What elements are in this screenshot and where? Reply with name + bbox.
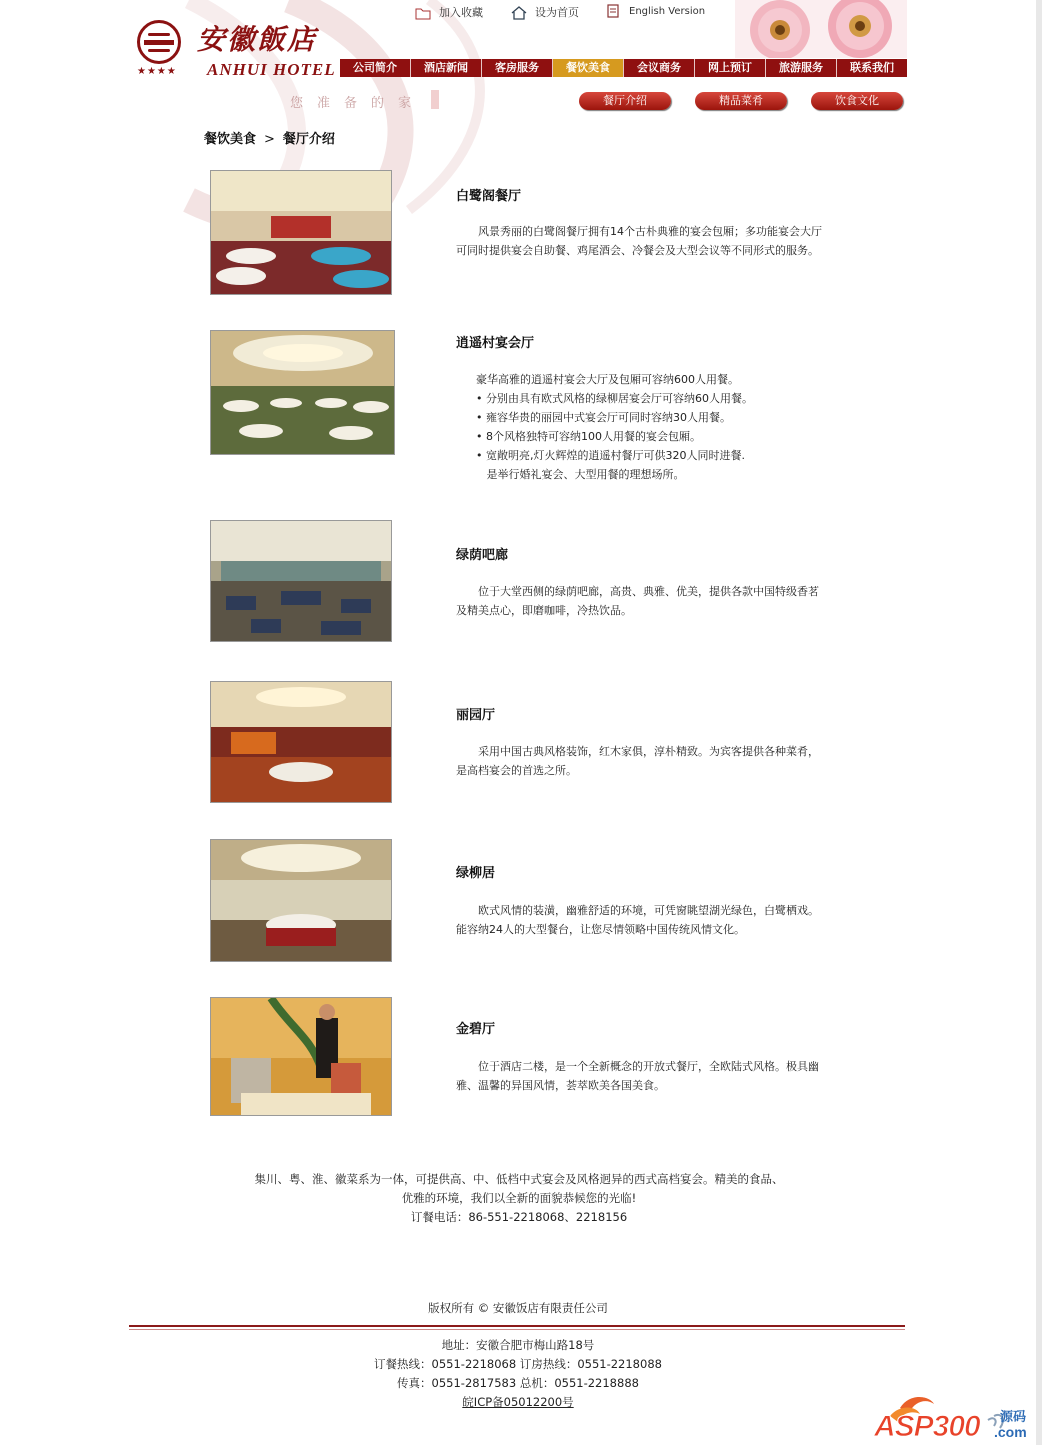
footer-divider: [129, 1325, 905, 1327]
english-version-label: English Version: [629, 6, 706, 17]
feature-line: 是举行婚礼宴会、大型用餐的理想场所。: [476, 468, 685, 481]
nav-conference[interactable]: 会议商务: [624, 59, 695, 77]
nav-online-booking[interactable]: 网上预订: [695, 59, 766, 77]
restaurant-name: 绿柳居: [456, 866, 496, 881]
restaurant-description: 采用中国古典风格装饰，红木家俱，淳朴精致。为宾客提供各种菜肴，是高档宴会的首选之所。: [456, 745, 819, 777]
feature-line: • 8个风格独特可容纳100人用餐的宴会包厢。: [476, 430, 701, 443]
restaurant-feature-list: [476, 370, 836, 484]
feature-line: • 宽敞明亮,灯火辉煌的逍遥村餐厅可供320人同时进餐.: [476, 449, 745, 462]
nav-contact-us[interactable]: 联系我们: [850, 61, 894, 74]
restaurant-photo: [210, 520, 392, 642]
slogan-bar: [431, 90, 439, 109]
nav-dining[interactable]: 餐饮美食: [553, 59, 624, 77]
english-version-link[interactable]: [605, 4, 705, 18]
dining-intro: [229, 1170, 809, 1227]
logo-english-name: ANHUI HOTEL: [207, 60, 336, 79]
page: [129, 0, 907, 1445]
logo-chinese-name: 安徽飯店: [197, 23, 318, 56]
folder-icon: [415, 6, 431, 20]
nav-room-service[interactable]: 客房服务: [482, 59, 553, 77]
signature-dishes-button[interactable]: 精品菜肴: [695, 92, 787, 110]
restaurant-name: 逍遥村宴会厅: [456, 336, 535, 351]
nav-travel-service[interactable]: 旅游服务: [766, 59, 837, 77]
restaurant-name: 白鹭阁餐厅: [456, 189, 522, 204]
restaurant-name: 金碧厅: [456, 1022, 496, 1037]
watermark-main: ASP300: [874, 1410, 980, 1443]
watermark: [870, 1390, 1036, 1445]
flower-decoration: [735, 0, 907, 58]
restaurant-description: 风景秀丽的白鹭阁餐厅拥有14个古朴典雅的宴会包厢；多功能宴会大厅可同时提供宴会自助餐、鸡尾酒会、冷餐会及大型会议等不同形式的服务。: [456, 225, 822, 257]
intro-line: 优雅的环境，我们以全新的面貌恭候您的光临!: [401, 1191, 637, 1205]
breadcrumb: [204, 128, 335, 147]
footer-divider-thin: [129, 1329, 905, 1330]
restaurant-photo: [210, 839, 392, 962]
breadcrumb-page: 餐厅介绍: [282, 132, 335, 147]
main-nav: [340, 59, 907, 77]
restaurant-description: 位于酒店二楼，是一个全新概念的开放式餐厅，全欧陆式风格。极具幽雅、温馨的异国风情，荟萃欧美各国美食。: [456, 1060, 819, 1092]
logo-stars: ★★★★: [137, 66, 177, 77]
feature-line: 豪华高雅的逍遥村宴会大厅及包厢可容纳600人用餐。: [476, 373, 739, 386]
restaurant-name: 绿荫吧廊: [456, 548, 509, 563]
intro-line: 集川、粤、淮、徽菜系为一体，可提供高、中、低档中式宴会及风格迥异的西式高档宴会。精美的食品、: [254, 1172, 784, 1186]
hotel-logo[interactable]: [137, 18, 337, 80]
footer-fax: 传真：0551-2817583 总机：0551-2218888: [397, 1376, 639, 1390]
add-favorite-link[interactable]: [415, 4, 483, 20]
restaurant-photo: [210, 681, 392, 803]
watermark-domain: .com: [994, 1424, 1027, 1440]
document-icon: [605, 4, 621, 18]
feature-line: • 分别由具有欧式风格的绿柳居宴会厅可容纳60人用餐。: [476, 392, 753, 405]
nav-company-intro[interactable]: 公司简介: [340, 59, 411, 77]
icp-link[interactable]: 皖ICP备05012200号: [462, 1395, 574, 1409]
restaurant-description: 位于大堂西侧的绿荫吧廊，高贵、典雅、优美，提供各款中国特级香茗及精美点心，即磨咖啡，冷热饮品。: [456, 585, 819, 617]
nav-hotel-news[interactable]: 酒店新闻: [411, 59, 482, 77]
reservation-phone: 订餐电话：86-551-2218068、2218156: [410, 1210, 628, 1224]
watermark-sub: 源码: [1000, 1410, 1027, 1425]
set-homepage-label: 设为首页: [535, 6, 579, 19]
restaurant-description: 欧式风情的装潢，幽雅舒适的环境，可凭窗眺望湖光绿色，白鹭栖戏。能容纳24人的大型餐台，让您尽情领略中国传统风情文化。: [456, 904, 819, 936]
feature-line: • 雍容华贵的丽园中式宴会厅可同时容纳30人用餐。: [476, 411, 731, 424]
restaurant-photo: [210, 330, 395, 455]
restaurant-photo: [210, 170, 392, 295]
home-icon: [511, 6, 527, 20]
logo-emblem-icon: [137, 20, 181, 64]
restaurant-photo: [210, 997, 392, 1116]
add-favorite-label: 加入收藏: [439, 6, 483, 19]
footer-hotlines: 订餐热线：0551-2218068 订房热线：0551-2218088: [374, 1357, 662, 1371]
footer: [129, 1336, 907, 1412]
scrollbar-edge: [1036, 0, 1042, 1445]
set-homepage-link[interactable]: [511, 4, 579, 20]
slogan: 您准备的家: [290, 96, 426, 111]
breadcrumb-section[interactable]: 餐饮美食: [204, 132, 257, 147]
breadcrumb-separator: >: [264, 132, 275, 147]
footer-address: 地址：安徽合肥市梅山路18号: [441, 1338, 595, 1352]
copyright: 版权所有 © 安徽饭店有限责任公司: [428, 1301, 608, 1315]
restaurant-intro-button[interactable]: 餐厅介绍: [579, 92, 671, 110]
food-culture-button[interactable]: 饮食文化: [811, 92, 903, 110]
restaurant-name: 丽园厅: [456, 708, 496, 723]
